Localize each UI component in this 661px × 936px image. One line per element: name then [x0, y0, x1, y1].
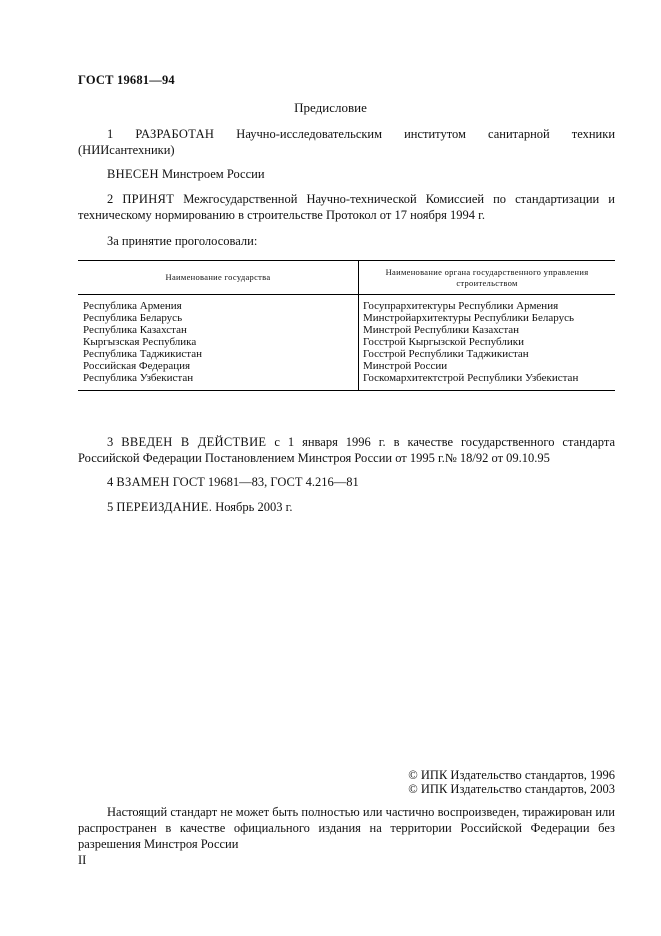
item-replaces	[78, 474, 615, 490]
item-keyword: ПЕРЕИЗДАНИЕ.	[116, 500, 213, 514]
state-cell: Республика Армения	[78, 295, 359, 313]
table-row	[78, 295, 615, 313]
item-text: Межгосударственной Научно-технической Комиссией по стандартизации и техническому нормированию в строительстве Протокол от 17 ноября 1994 г.	[78, 192, 615, 222]
copyright-notice: Настоящий стандарт не может быть полностью или частично воспроизведен, тиражирован или распространен в качестве официального издания на территории Российской Федерации без разрешения Минстроя России	[78, 805, 615, 851]
column-header-body: Наименование органа государственного управления строительством	[359, 261, 616, 295]
body-cell: Госстрой Кыргызской Республики	[363, 336, 524, 348]
body-cell: Госкомархитектстрой Республики Узбекистан	[359, 372, 616, 391]
body-cell: Госупрархитектуры Республики Армения	[363, 300, 559, 312]
item-submitted	[78, 166, 615, 182]
column-header-state: Наименование государства	[78, 261, 359, 295]
item-text: Минстроем России	[158, 167, 265, 181]
table-row	[78, 372, 615, 391]
item-number: 1	[107, 127, 114, 141]
item-number: 4	[107, 475, 114, 489]
state-cell: Республика Узбекистан	[78, 372, 359, 391]
item-text: Ноябрь 2003 г.	[212, 500, 293, 514]
body-cell: Минстрой Республики Казахстан	[363, 324, 520, 336]
section-title: Предисловие	[294, 100, 367, 115]
copyright-1996: © ИПК Издательство стандартов, 1996	[408, 768, 615, 782]
item-number: 3	[107, 435, 114, 449]
table-row	[78, 312, 615, 324]
item-number: 2	[107, 192, 114, 206]
table-header-row	[78, 261, 615, 295]
state-cell: Кыргызская Республика	[78, 336, 359, 348]
item-adopted	[78, 191, 615, 223]
vote-intro: За принятие проголосовали:	[107, 234, 258, 248]
body-cell: Минстрой России	[363, 360, 448, 372]
copyright-2003: © ИПК Издательство стандартов, 2003	[408, 782, 615, 796]
page-number: II	[78, 853, 87, 867]
state-cell: Российская Федерация	[78, 360, 359, 372]
voting-table	[78, 260, 615, 391]
item-effective	[78, 434, 615, 466]
table-row	[78, 360, 615, 372]
item-reissue	[78, 499, 615, 515]
item-keyword: ПРИНЯТ	[122, 192, 175, 206]
item-keyword: РАЗРАБОТАН	[135, 127, 215, 141]
item-keyword: ВНЕСЕН	[107, 167, 159, 181]
item-keyword: ВЗАМЕН	[116, 475, 170, 489]
item-developed	[78, 126, 615, 158]
state-cell: Республика Беларусь	[78, 312, 359, 324]
table-row	[78, 324, 615, 336]
table-row	[78, 336, 615, 348]
item-text: Научно-исследовательским институтом санитарной техники (НИИсантехники)	[78, 127, 616, 157]
item-text: ГОСТ 19681—83, ГОСТ 4.216—81	[169, 475, 359, 489]
item-text: с 1 января 1996 г. в качестве государственного стандарта Российской Федерации Постановлением Минстроя России от 1995 г.№ 18/92 от 09.10.95	[78, 435, 615, 465]
table-row	[78, 348, 615, 360]
body-cell: Минстройархитектуры Республики Беларусь	[363, 312, 574, 324]
state-cell: Республика Таджикистан	[78, 348, 359, 360]
document-id: ГОСТ 19681—94	[78, 73, 175, 87]
state-cell: Республика Казахстан	[78, 324, 359, 336]
item-number: 5	[107, 500, 114, 514]
item-keyword: ВВЕДЕН В ДЕЙСТВИЕ	[121, 435, 267, 449]
body-cell: Госстрой Республики Таджикистан	[363, 348, 529, 360]
